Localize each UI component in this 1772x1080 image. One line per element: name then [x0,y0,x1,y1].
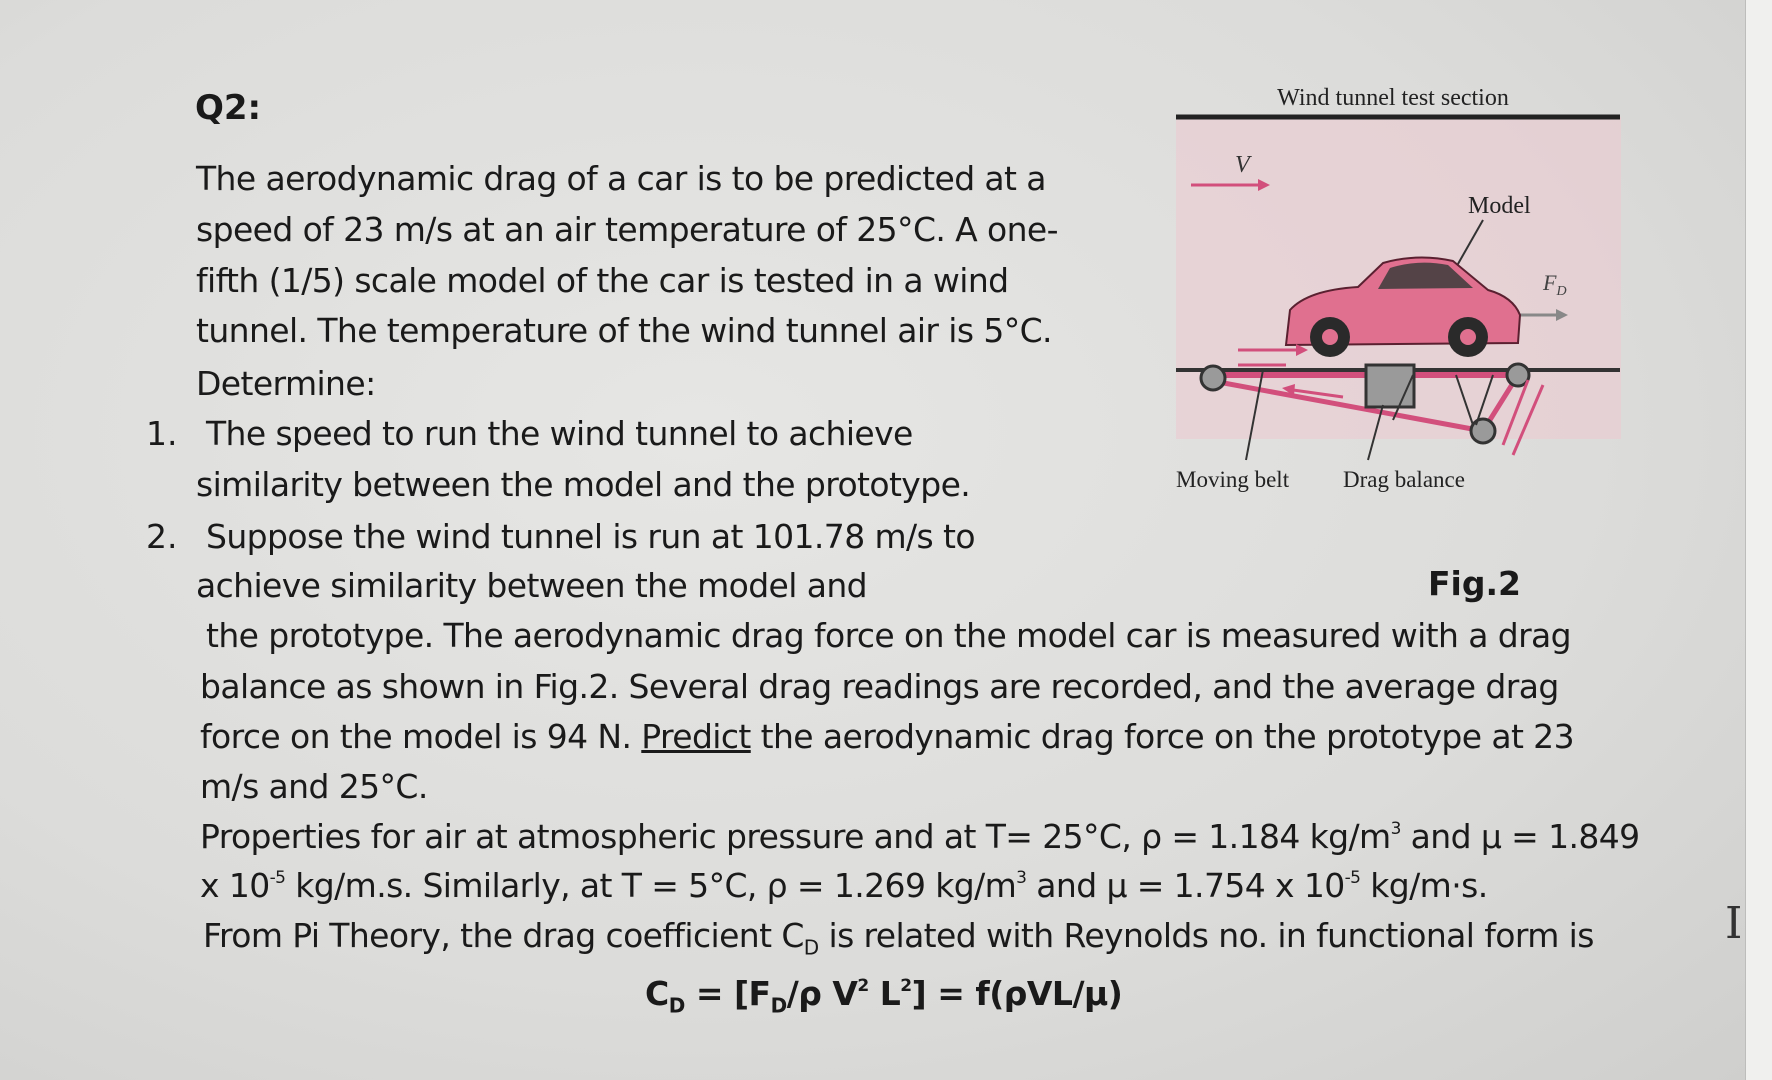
properties-text: From Pi Theory, the drag coefficient C [203,916,804,955]
item-line: Suppose the wind tunnel is run at 101.78 m/s to [206,517,975,556]
subscript: D [803,935,819,960]
properties-text: x 10 [200,866,270,905]
subscript: D [668,993,685,1018]
belt-roller [1471,419,1495,443]
item-line: similarity between the model and the prototype. [196,465,971,504]
properties-line [200,867,1700,905]
equation-text: ] = f(ρVL/μ) [911,974,1123,1013]
superscript: 3 [1390,819,1401,839]
question-label: Q2: [195,88,262,128]
intro-line: speed of 23 m/s at an air temperature of 25°C. A one- [196,210,1058,249]
superscript: -5 [1344,868,1361,888]
properties-line [200,818,1700,856]
superscript: 2 [900,976,912,996]
drag-balance-label: Drag balance [1343,467,1465,492]
item-text: force on the model is 94 N. [200,717,632,756]
properties-text: kg/m.s. Similarly, at T = 5°C, ρ = 1.269 kg/m [285,866,1017,905]
intro-line: tunnel. The temperature of the wind tunnel air is 5°C. [196,311,1052,350]
properties-text: Properties for air at atmospheric pressure and at T= 25°C, ρ = 1.184 kg/m [200,817,1391,856]
item-line: the prototype. The aerodynamic drag force on the model car is measured with a drag [206,616,1572,655]
wind-tunnel-figure [1168,75,1628,525]
item-number: 1. [146,414,178,453]
superscript: -5 [269,868,286,888]
force-symbol: F [1543,270,1557,295]
equation-text: = [F [684,974,771,1013]
balance-block [1366,365,1414,407]
item-line [200,718,1700,756]
page-edge [1745,0,1772,1080]
intro-line: Determine: [196,364,376,403]
item-line: m/s and 25°C. [200,767,428,806]
velocity-label: V [1235,152,1250,178]
drag-coefficient-equation [645,974,1123,1018]
properties-text: is related with Reynolds no. in functional form is [818,916,1594,955]
item-line: balance as shown in Fig.2. Several drag readings are recorded, and the average drag [200,667,1559,706]
intro-line: fifth (1/5) scale model of the car is tested in a wind [196,261,1009,300]
intro-line: The aerodynamic drag of a car is to be predicted at a [196,159,1046,198]
figure-caption: Fig.2 [1428,564,1521,603]
text-cursor-icon: I [1725,898,1743,949]
properties-text: and μ = 1.754 x 10 [1026,866,1345,905]
properties-line [203,916,1703,960]
underlined-word: Predict [641,717,751,756]
wheel-hub [1322,329,1338,345]
item-number: 2. [146,517,178,556]
test-section-title: Wind tunnel test section [1277,85,1509,111]
wheel-hub [1460,329,1476,345]
wind-tunnel-diagram [1168,75,1628,525]
superscript: 3 [1016,868,1027,888]
model-label: Model [1468,193,1531,219]
superscript: 2 [857,976,869,996]
item-text: the aerodynamic drag force on the prototype at 23 [760,717,1574,756]
force-subscript: D [1556,284,1567,299]
item-line: achieve similarity between the model and [196,566,867,605]
properties-text: and μ = 1.849 [1400,817,1640,856]
equation-text: /ρ V [786,974,858,1013]
belt-roller [1201,366,1225,390]
moving-belt-label: Moving belt [1176,467,1290,492]
item-line: The speed to run the wind tunnel to achieve [206,414,913,453]
equation-text: C [645,974,669,1013]
equation-text: L [868,974,901,1013]
properties-text: kg/m·s. [1360,866,1488,905]
subscript: D [770,993,787,1018]
